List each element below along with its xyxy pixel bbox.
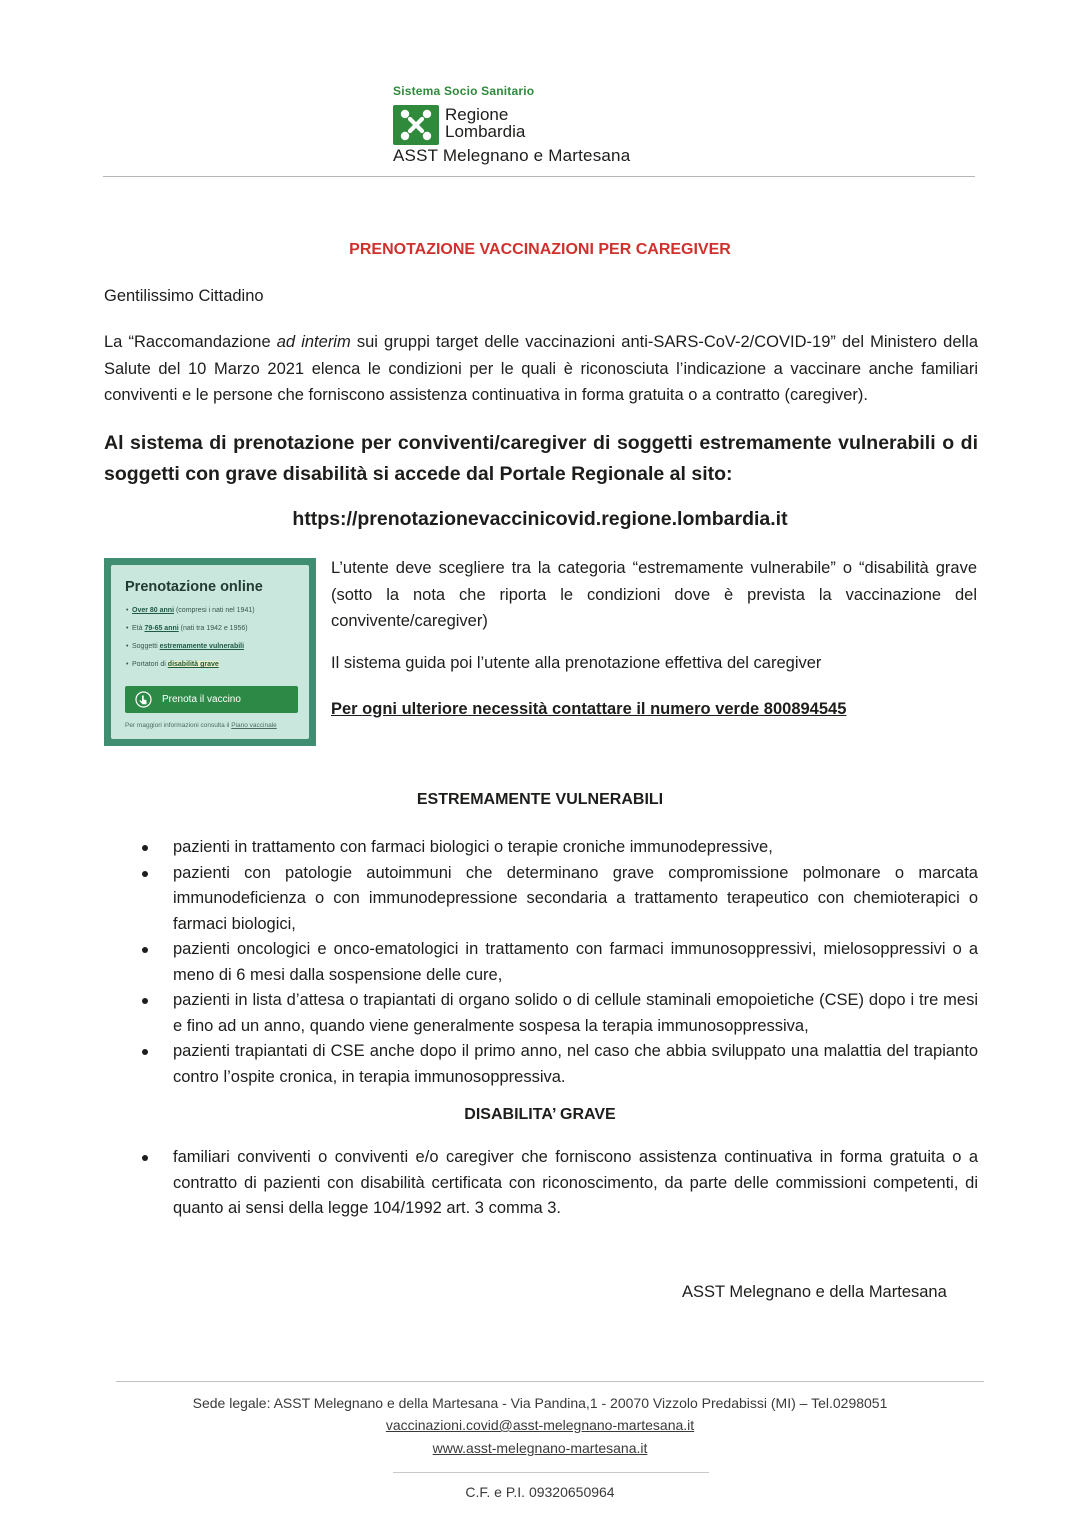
signature: ASST Melegnano e della Martesana <box>682 1283 947 1301</box>
section-title-vulnerable: ESTREMAMENTE VULNERABILI <box>416 791 664 808</box>
greeting: Gentilissimo Cittadino <box>104 287 264 305</box>
booking-card-title: Prenotazione online <box>125 579 263 595</box>
booking-card-footnote: Per maggiori informazioni consulta il Piano vaccinale <box>125 722 277 729</box>
list-item: pazienti in lista d’attesa o trapiantati di organo solido o di cellule staminali emopoietiche (CSE) dopo i tre mesi e fino ad un anno, quando viene generalmente sospesa la terapia immunosoppressiva, <box>173 988 978 1039</box>
list-item: pazienti in trattamento con farmaci biologici o terapie croniche immunodepressive, <box>173 835 978 861</box>
list-item: pazienti oncologici e onco-ematologici in trattamento con farmaci immunosoppressivi, mielosoppressivi o a meno di 6 mesi dalla sospensione delle cure, <box>173 937 978 988</box>
intro-text-start: La “Raccomandazione <box>104 333 277 351</box>
list-item: pazienti con patologie autoimmuni che determinano grave compromissione polmonare o marcata immunodeficienza o con immunodepressione secondaria a trattamento terapeutico con chemioterapici o farmaci biologici, <box>173 861 978 938</box>
toll-free-contact: Per ogni ulteriore necessità contattare il numero verde 800894545 <box>331 700 847 718</box>
footer-email-link[interactable]: vaccinazioni.covid@asst-melegnano-martesana.it <box>385 1417 695 1433</box>
logo-region-line2: Lombardia <box>445 122 526 141</box>
section-title-disability: DISABILITA’ GRAVE <box>464 1106 616 1123</box>
book-vaccine-button <box>125 686 298 713</box>
category-choice-paragraph: L’utente deve scegliere tra la categoria “estremamente vulnerabile” o “disabilità grave (sotto la nota che riporta le condizioni dove è prevista la vaccinazione del convivente/caregiver) <box>331 559 977 630</box>
logo-region-line1: Regione <box>445 105 509 124</box>
booking-card-item: • Over 80 anni (compresi i nati nel 1941) <box>132 607 255 614</box>
intro-paragraph <box>104 329 978 409</box>
booking-card-image <box>104 558 316 746</box>
footer-divider-short <box>393 1472 709 1473</box>
book-vaccine-label: Prenota il vaccino <box>162 694 241 705</box>
tap-hand-icon <box>135 691 152 708</box>
booking-card-item: • Portatori di disabilità grave <box>132 661 219 668</box>
list-item: familiari conviventi o conviventi e/o caregiver che forniscono assistenza continuativa in forma gratuita o a contratto di pazienti con disabilità certificata con riconoscimento, da parte delle commissioni competenti, di quanto ai sensi della legge 104/1992 art. 3 comma 3. <box>173 1145 978 1222</box>
region-logo-icon <box>393 105 439 145</box>
document-title: PRENOTAZIONE VACCINAZIONI PER CAREGIVER <box>349 241 731 258</box>
logo-asst-name: ASST Melegnano e Martesana <box>393 146 631 165</box>
logo-org-small: Sistema Socio Sanitario <box>393 84 535 98</box>
booking-card-item: • Età 79-65 anni (nati tra 1942 e 1956) <box>132 625 248 632</box>
intro-emphasis: ad interim <box>276 333 351 351</box>
list-item: pazienti trapiantati di CSE anche dopo il primo anno, nel caso che abbia sviluppato una malattia del trapianto contro l’ospite cronica, in terapia immunosoppressiva. <box>173 1039 978 1090</box>
intro-text-end: sui gruppi target delle vaccinazioni anti-SARS-CoV-2/COVID-19” del Ministero della Salute del 10 Marzo 2021 elenca le condizioni per le quali è riconosciuta l’indicazione a vaccinare anche familiari conviventi e le persone che forniscono assistenza continuativa in forma gratuita o a contratto (caregiver). <box>104 333 979 404</box>
booking-card-item: • Soggetti estremamente vulnerabili <box>132 643 244 650</box>
footer-tax-id: C.F. e P.I. 09320650964 <box>465 1484 615 1500</box>
access-paragraph: Al sistema di prenotazione per conviventi/caregiver di soggetti estremamente vulnerabili o di soggetti con grave disabilità si accede dal Portale Regionale al sito: <box>104 432 978 485</box>
footer-website-link[interactable]: www.asst-melegnano-martesana.it <box>432 1440 648 1456</box>
booking-card-panel <box>111 565 309 739</box>
footer-divider <box>116 1381 984 1382</box>
footer-address: Sede legale: ASST Melegnano e della Martesana - Via Pandina,1 - 20070 Vizzolo Predabissi (MI) – Tel.0298051 <box>192 1395 888 1411</box>
header-divider <box>103 176 975 177</box>
vulnerable-list <box>173 835 978 1090</box>
portal-url[interactable]: https://prenotazionevaccinicovid.regione.lombardia.it <box>292 508 788 530</box>
disability-list <box>173 1145 978 1222</box>
guide-paragraph: Il sistema guida poi l’utente alla prenotazione effettiva del caregiver <box>331 654 822 672</box>
